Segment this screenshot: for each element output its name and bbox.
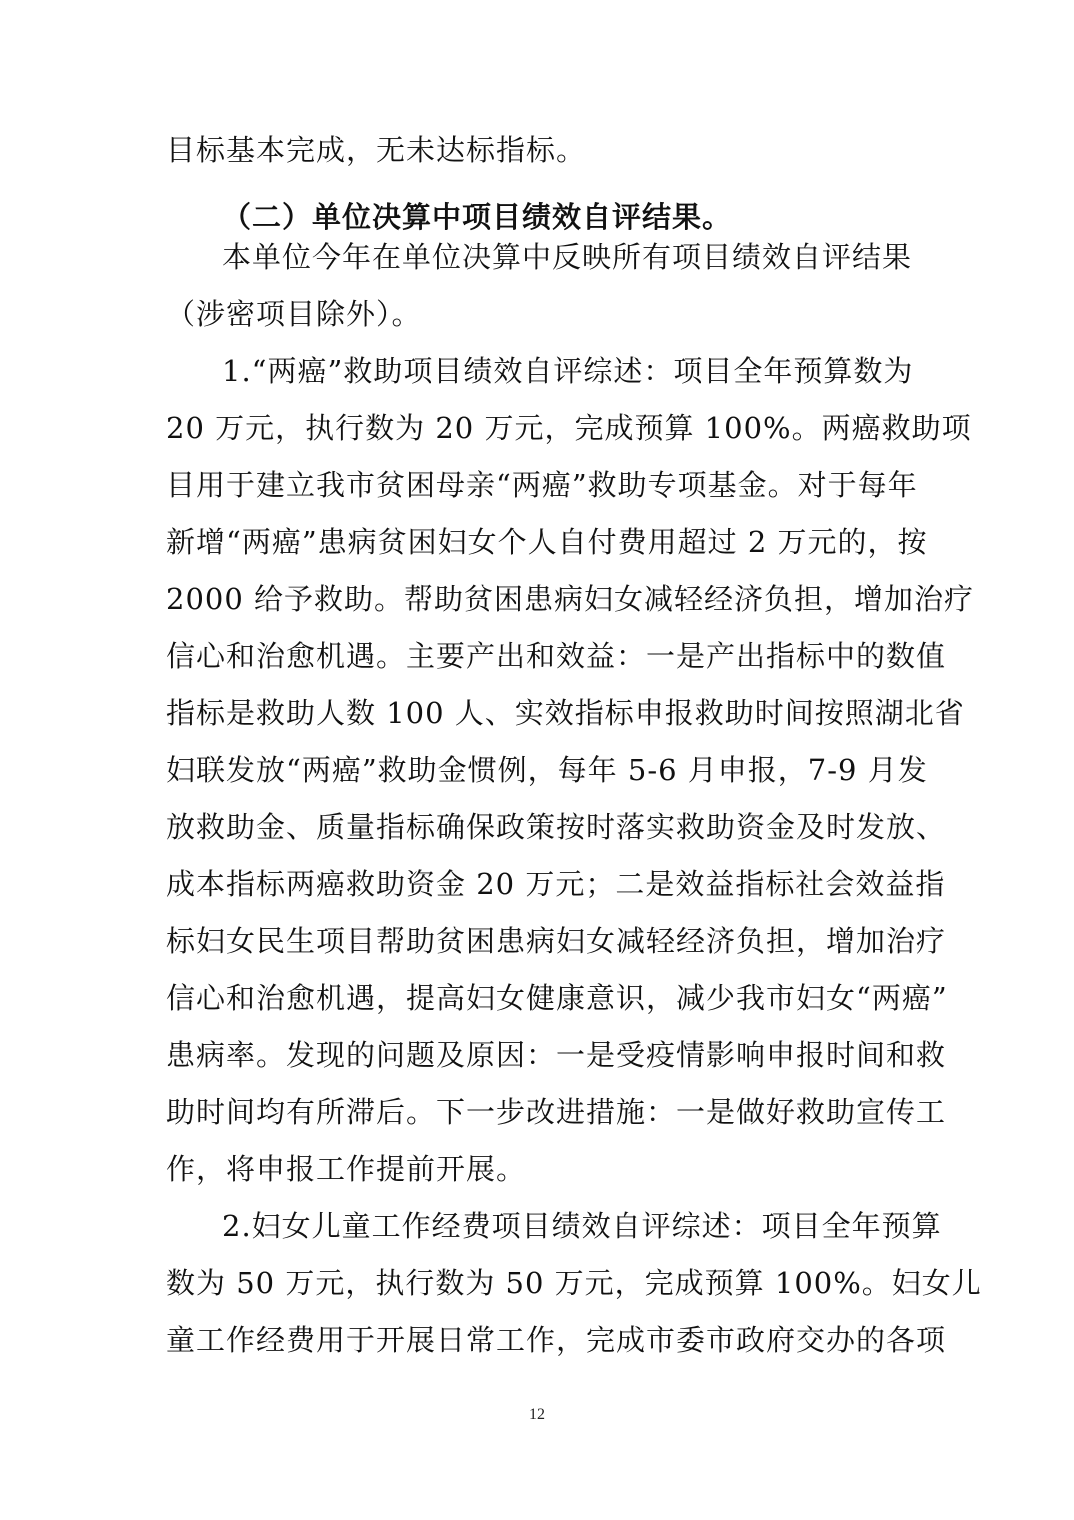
- text-line: 助时间均有所滞后。下一步改进措施：一是做好救助宣传工: [166, 1095, 947, 1129]
- text-line: 信心和治愈机遇，提高妇女健康意识，减少我市妇女“两癌”: [166, 981, 948, 1015]
- text-line: 指标是救助人数 100 人、实效指标申报救助时间按照湖北省: [166, 696, 965, 730]
- text-line: （涉密项目除外）。: [166, 297, 422, 331]
- text-line: 标妇女民生项目帮助贫困患病妇女减轻经济负担，增加治疗: [166, 924, 947, 958]
- text-line: 1.“两癌”救助项目绩效自评综述：项目全年预算数为: [222, 354, 914, 388]
- text-line: 妇联发放“两癌”救助金惯例，每年 5-6 月申报，7-9 月发: [166, 753, 928, 787]
- text-line: 20 万元，执行数为 20 万元，完成预算 100%。两癌救助项: [166, 411, 972, 445]
- text-line: 新增“两癌”患病贫困妇女个人自付费用超过 2 万元的，按: [166, 525, 928, 559]
- text-line: 放救助金、质量指标确保政策按时落实救助资金及时发放、: [166, 810, 947, 844]
- text-line: 作，将申报工作提前开展。: [166, 1152, 527, 1186]
- text-line: 成本指标两癌救助资金 20 万元；二是效益指标社会效益指: [166, 867, 946, 901]
- text-line: 患病率。发现的问题及原因：一是受疫情影响申报时间和救: [166, 1038, 947, 1072]
- text-line: 数为 50 万元，执行数为 50 万元，完成预算 100%。妇女儿: [166, 1266, 982, 1300]
- section-heading: （二）单位决算中项目绩效自评结果。: [222, 200, 733, 234]
- text-line: 本单位今年在单位决算中反映所有项目绩效自评结果: [222, 240, 913, 274]
- text-line: 目标基本完成，无未达标指标。: [166, 133, 587, 167]
- text-line: 童工作经费用于开展日常工作，完成市委市政府交办的各项: [166, 1323, 947, 1357]
- page-number: 12: [529, 1406, 545, 1423]
- text-line: 2000 给予救助。帮助贫困患病妇女减轻经济负担，增加治疗: [166, 582, 975, 616]
- text-line: 2.妇女儿童工作经费项目绩效自评综述：项目全年预算: [222, 1209, 942, 1243]
- text-line: 目用于建立我市贫困母亲“两癌”救助专项基金。对于每年: [166, 468, 918, 502]
- text-line: 信心和治愈机遇。主要产出和效益：一是产出指标中的数值: [166, 639, 947, 673]
